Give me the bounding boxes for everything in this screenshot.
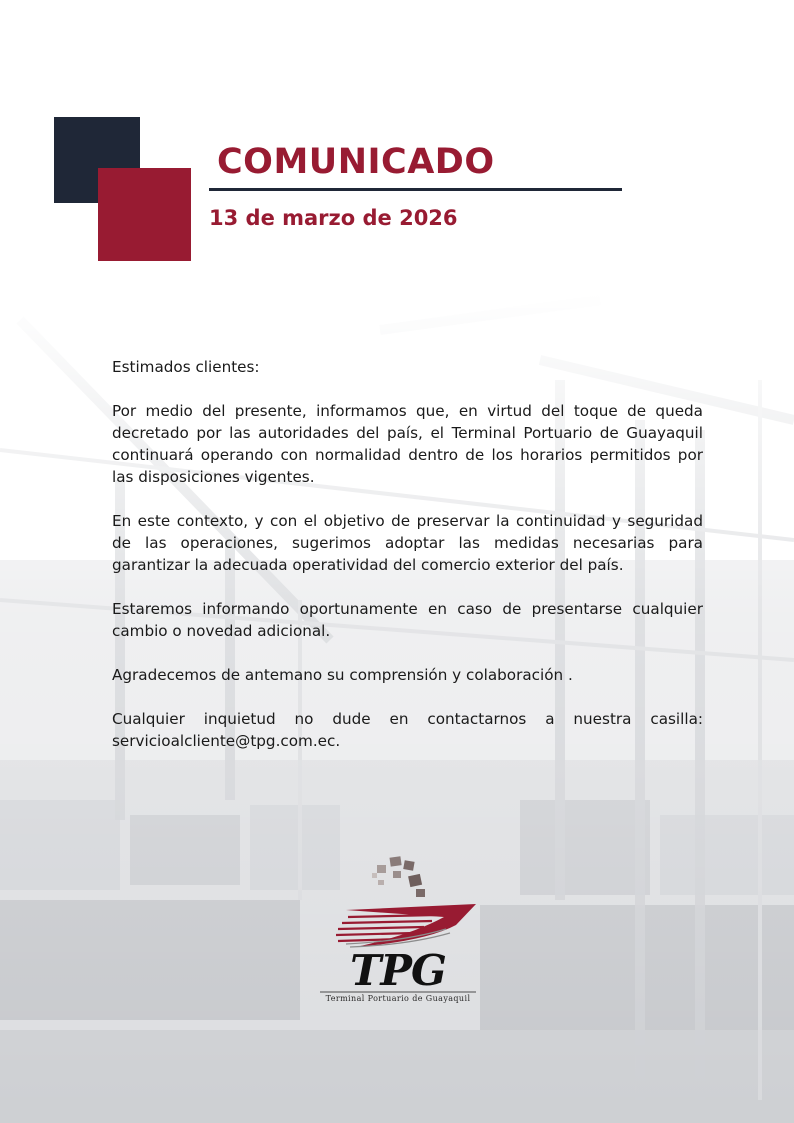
paragraph: En este contexto, y con el objetivo de preservar la continuidad y seguridad de las operaciones, sugerimos adoptar las medidas necesarias para garantizar la adecuada operatividad del comercio exterior del país.: [112, 512, 703, 574]
greeting: Estimados clientes:: [112, 358, 260, 376]
title-divider: [209, 188, 622, 191]
document-date: 13 de marzo de 2026: [209, 206, 458, 230]
tpg-logo: [316, 855, 480, 1011]
letter-body: [112, 356, 703, 774]
paragraph: Agradecemos de antemano su comprensión y colaboración .: [112, 666, 573, 684]
logo-subtitle: Terminal Portuario de Guayaquil: [325, 994, 471, 1003]
paragraph: Cualquier inquietud no dude en contactarnos a nuestra casilla: servicioalcliente@tpg.com.ec.: [112, 710, 703, 750]
page-title: COMUNICADO: [217, 142, 495, 182]
logo-wordmark: TPG: [350, 946, 446, 995]
decorative-square-red: [98, 168, 191, 261]
paragraph: Estaremos informando oportunamente en caso de presentarse cualquier cambio o novedad adicional.: [112, 600, 703, 640]
paragraph: Por medio del presente, informamos que, en virtud del toque de queda decretado por las autoridades del país, el Terminal Portuario de Guayaquil continuará operando con normalidad dentro de los horarios permitidos por las disposiciones vigentes.: [112, 402, 703, 486]
